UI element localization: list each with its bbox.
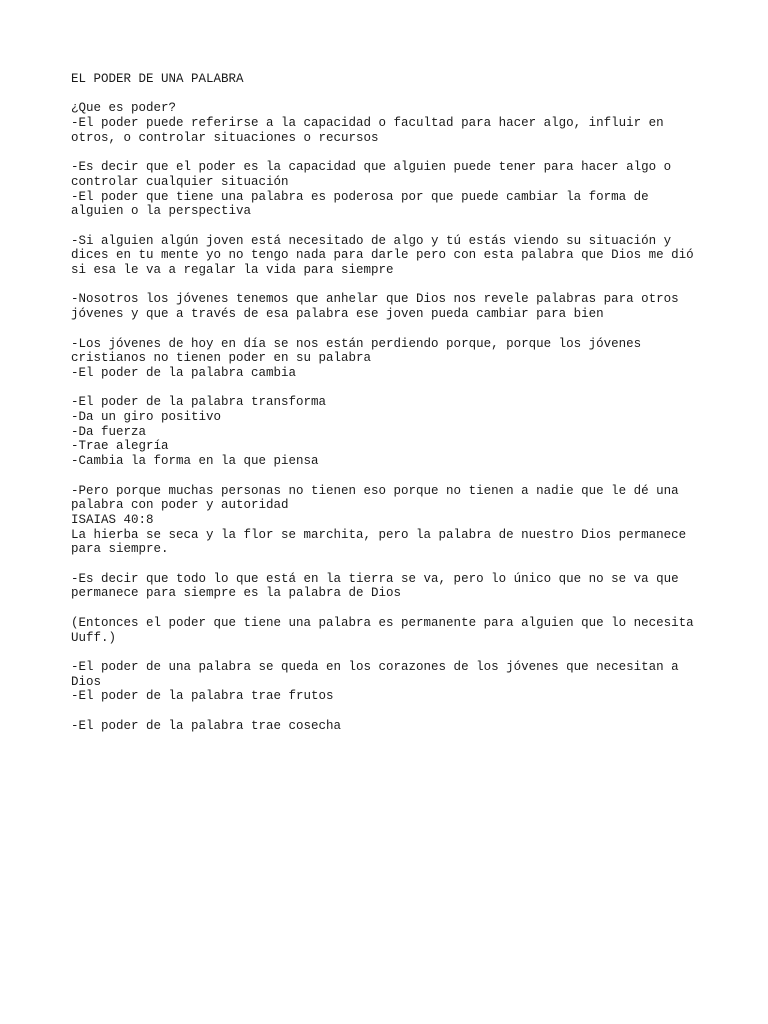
paragraph: [71, 160, 711, 219]
paragraph: [71, 395, 711, 469]
text-line: -Es decir que el poder es la capacidad que alguien puede tener para hacer algo o: [71, 160, 672, 175]
text-line: si esa le va a regalar la vida para siempre: [71, 263, 394, 278]
paragraph: [71, 572, 711, 601]
text-line: -Pero porque muchas personas no tienen eso porque no tienen a nadie que le dé una: [71, 483, 679, 498]
text-line: -Da un giro positivo: [71, 410, 222, 425]
text-line: -El poder de la palabra cambia: [71, 365, 297, 380]
text-line: controlar cualquier situación: [71, 174, 289, 189]
text-line: -Si alguien algún joven está necesitado de algo y tú estás viendo su situación y: [71, 233, 672, 248]
text-line: dices en tu mente yo no tengo nada para darle pero con esta palabra que Dios me dió: [71, 248, 694, 263]
text-line: permanece para siempre es la palabra de Dios: [71, 586, 402, 601]
text-line: -Cambia la forma en la que piensa: [71, 454, 319, 469]
text-line: cristianos no tienen poder en su palabra: [71, 351, 372, 366]
text-line: -Nosotros los jóvenes tenemos que anhelar que Dios nos revele palabras para otros: [71, 292, 679, 307]
paragraph: [71, 234, 711, 278]
text-line: Dios: [71, 674, 102, 689]
text-line: -El poder de la palabra trae cosecha: [71, 718, 342, 733]
text-line: ¿Que es poder?: [71, 101, 177, 116]
text-line: -El poder de la palabra trae frutos: [71, 689, 334, 704]
paragraph: [71, 101, 711, 145]
paragraph: [71, 719, 711, 734]
text-line: (Entonces el poder que tiene una palabra es permanente para alguien que lo necesita: [71, 615, 694, 630]
document-title: EL PODER DE UNA PALABRA: [71, 72, 244, 86]
text-line: ISAIAS 40:8: [71, 512, 154, 527]
text-line: para siempre.: [71, 542, 169, 557]
paragraph: [71, 660, 711, 704]
text-line: -Da fuerza: [71, 424, 147, 439]
text-line: palabra con poder y autoridad: [71, 498, 289, 513]
text-line: -El poder puede referirse a la capacidad o facultad para hacer algo, influir en: [71, 116, 664, 131]
text-line: -El poder de una palabra se queda en los corazones de los jóvenes que necesitan a: [71, 659, 679, 674]
text-line: -Trae alegría: [71, 439, 169, 454]
text-line: -El poder de la palabra transforma: [71, 395, 327, 410]
text-line: La hierba se seca y la flor se marchita, pero la palabra de nuestro Dios permanece: [71, 527, 687, 542]
paragraph: [71, 292, 711, 321]
paragraph: [71, 337, 711, 381]
text-line: jóvenes y que a través de esa palabra ese joven pueda cambiar para bien: [71, 307, 604, 322]
text-line: Uuff.): [71, 630, 117, 645]
document-body: [71, 101, 711, 733]
text-line: otros, o controlar situaciones o recursos: [71, 130, 379, 145]
paragraph: [71, 484, 711, 558]
text-line: -El poder que tiene una palabra es poderosa por que puede cambiar la forma de: [71, 189, 649, 204]
text-line: alguien o la perspectiva: [71, 204, 252, 219]
document-page: [71, 72, 711, 748]
text-line: -Los jóvenes de hoy en día se nos están perdiendo porque, porque los jóvenes: [71, 336, 642, 351]
text-line: -Es decir que todo lo que está en la tierra se va, pero lo único que no se va quе: [71, 571, 679, 586]
paragraph: [71, 616, 711, 645]
